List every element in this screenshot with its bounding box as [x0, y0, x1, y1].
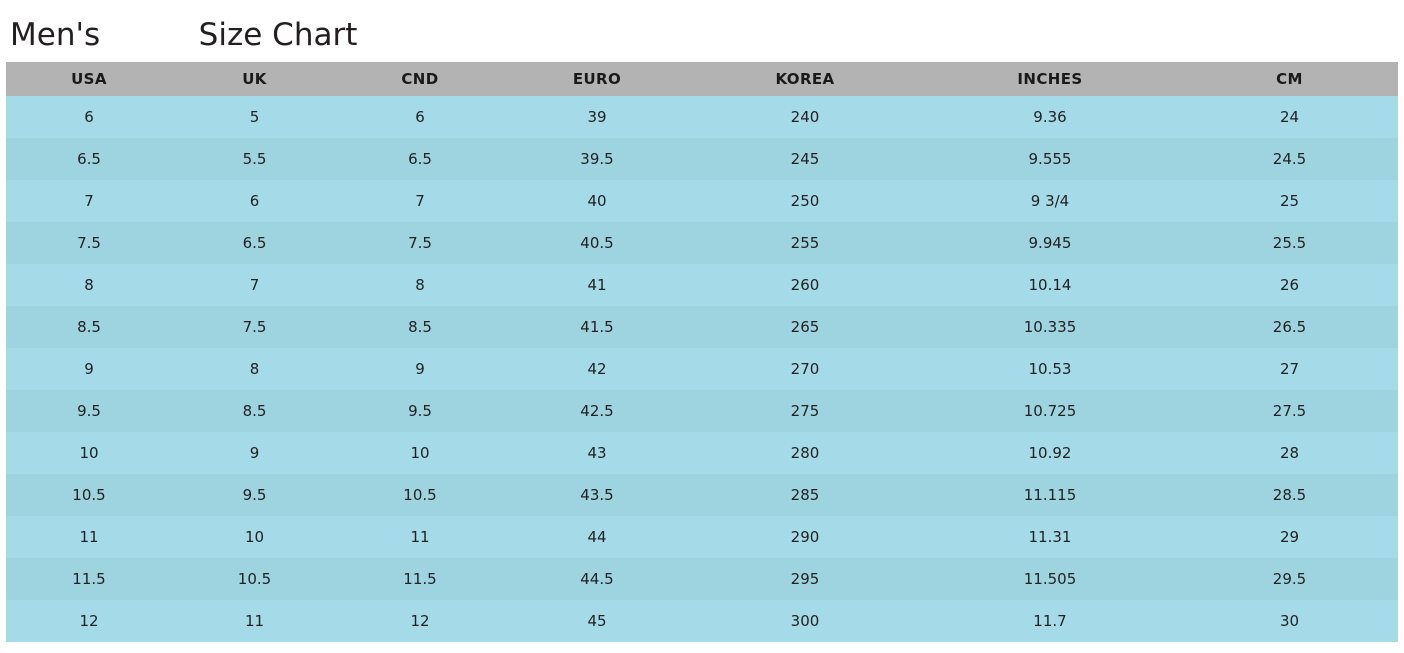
cell-uk: 7 — [172, 264, 337, 306]
table-row — [6, 432, 1398, 474]
cell-cnd: 10 — [337, 432, 503, 474]
cell-korea: 270 — [691, 348, 919, 390]
cell-usa: 9.5 — [6, 390, 172, 432]
page-title: Men's Size Chart — [10, 17, 358, 53]
cell-usa: 8 — [6, 264, 172, 306]
cell-korea: 260 — [691, 264, 919, 306]
cell-usa: 6 — [6, 96, 172, 138]
cell-uk: 11 — [172, 600, 337, 642]
cell-uk: 5.5 — [172, 138, 337, 180]
cell-euro: 40 — [503, 180, 691, 222]
cell-cm: 28 — [1181, 432, 1398, 474]
cell-uk: 9 — [172, 432, 337, 474]
cell-cnd: 6.5 — [337, 138, 503, 180]
cell-euro: 42.5 — [503, 390, 691, 432]
column-header-cm: CM — [1181, 62, 1398, 96]
cell-euro: 43.5 — [503, 474, 691, 516]
cell-uk: 8.5 — [172, 390, 337, 432]
cell-cm: 24 — [1181, 96, 1398, 138]
cell-cnd: 7.5 — [337, 222, 503, 264]
cell-usa: 7 — [6, 180, 172, 222]
cell-cnd: 8 — [337, 264, 503, 306]
cell-uk: 6.5 — [172, 222, 337, 264]
cell-inches: 11.7 — [919, 600, 1181, 642]
cell-cm: 25 — [1181, 180, 1398, 222]
cell-cm: 28.5 — [1181, 474, 1398, 516]
cell-korea: 255 — [691, 222, 919, 264]
cell-cnd: 12 — [337, 600, 503, 642]
cell-usa: 12 — [6, 600, 172, 642]
cell-inches: 9 3/4 — [919, 180, 1181, 222]
column-header-uk: UK — [172, 62, 337, 96]
cell-euro: 41.5 — [503, 306, 691, 348]
cell-usa: 10.5 — [6, 474, 172, 516]
cell-euro: 45 — [503, 600, 691, 642]
cell-korea: 275 — [691, 390, 919, 432]
cell-uk: 6 — [172, 180, 337, 222]
cell-cnd: 6 — [337, 96, 503, 138]
column-header-korea: KOREA — [691, 62, 919, 96]
cell-uk: 8 — [172, 348, 337, 390]
cell-euro: 44 — [503, 516, 691, 558]
cell-cnd: 9.5 — [337, 390, 503, 432]
cell-inches: 11.115 — [919, 474, 1181, 516]
cell-uk: 9.5 — [172, 474, 337, 516]
cell-cnd: 10.5 — [337, 474, 503, 516]
cell-korea: 245 — [691, 138, 919, 180]
cell-usa: 7.5 — [6, 222, 172, 264]
table-header — [6, 62, 1398, 96]
cell-korea: 290 — [691, 516, 919, 558]
cell-usa: 6.5 — [6, 138, 172, 180]
cell-korea: 240 — [691, 96, 919, 138]
cell-inches: 10.14 — [919, 264, 1181, 306]
cell-korea: 300 — [691, 600, 919, 642]
column-header-euro: EURO — [503, 62, 691, 96]
cell-cm: 26.5 — [1181, 306, 1398, 348]
cell-euro: 39 — [503, 96, 691, 138]
cell-inches: 11.505 — [919, 558, 1181, 600]
cell-usa: 9 — [6, 348, 172, 390]
table-row — [6, 306, 1398, 348]
cell-euro: 39.5 — [503, 138, 691, 180]
table-row — [6, 474, 1398, 516]
column-header-usa: USA — [6, 62, 172, 96]
column-header-cnd: CND — [337, 62, 503, 96]
cell-uk: 7.5 — [172, 306, 337, 348]
cell-cm: 27.5 — [1181, 390, 1398, 432]
cell-cnd: 11.5 — [337, 558, 503, 600]
table-row — [6, 222, 1398, 264]
table-row — [6, 348, 1398, 390]
table-row — [6, 558, 1398, 600]
cell-euro: 42 — [503, 348, 691, 390]
cell-cm: 25.5 — [1181, 222, 1398, 264]
table-row — [6, 138, 1398, 180]
cell-korea: 285 — [691, 474, 919, 516]
cell-korea: 295 — [691, 558, 919, 600]
cell-cm: 30 — [1181, 600, 1398, 642]
cell-inches: 10.53 — [919, 348, 1181, 390]
table-row — [6, 264, 1398, 306]
cell-cnd: 9 — [337, 348, 503, 390]
table-row — [6, 390, 1398, 432]
cell-uk: 5 — [172, 96, 337, 138]
cell-korea: 265 — [691, 306, 919, 348]
cell-inches: 9.945 — [919, 222, 1181, 264]
table-row — [6, 600, 1398, 642]
cell-cm: 29 — [1181, 516, 1398, 558]
cell-korea: 250 — [691, 180, 919, 222]
cell-uk: 10 — [172, 516, 337, 558]
cell-cnd: 8.5 — [337, 306, 503, 348]
cell-euro: 44.5 — [503, 558, 691, 600]
column-header-inches: INCHES — [919, 62, 1181, 96]
cell-usa: 11 — [6, 516, 172, 558]
cell-euro: 40.5 — [503, 222, 691, 264]
cell-inches: 9.555 — [919, 138, 1181, 180]
cell-inches: 11.31 — [919, 516, 1181, 558]
cell-cm: 26 — [1181, 264, 1398, 306]
cell-usa: 11.5 — [6, 558, 172, 600]
cell-uk: 10.5 — [172, 558, 337, 600]
size-chart-table — [6, 62, 1398, 642]
cell-inches: 10.335 — [919, 306, 1181, 348]
cell-cm: 27 — [1181, 348, 1398, 390]
table-header-row — [6, 62, 1398, 96]
cell-cnd: 7 — [337, 180, 503, 222]
table-row — [6, 516, 1398, 558]
cell-inches: 10.92 — [919, 432, 1181, 474]
cell-euro: 41 — [503, 264, 691, 306]
table-row — [6, 180, 1398, 222]
cell-cnd: 11 — [337, 516, 503, 558]
cell-cm: 24.5 — [1181, 138, 1398, 180]
cell-inches: 9.36 — [919, 96, 1181, 138]
cell-inches: 10.725 — [919, 390, 1181, 432]
cell-cm: 29.5 — [1181, 558, 1398, 600]
cell-korea: 280 — [691, 432, 919, 474]
cell-usa: 8.5 — [6, 306, 172, 348]
table-body — [6, 96, 1398, 642]
cell-usa: 10 — [6, 432, 172, 474]
table-row — [6, 96, 1398, 138]
cell-euro: 43 — [503, 432, 691, 474]
